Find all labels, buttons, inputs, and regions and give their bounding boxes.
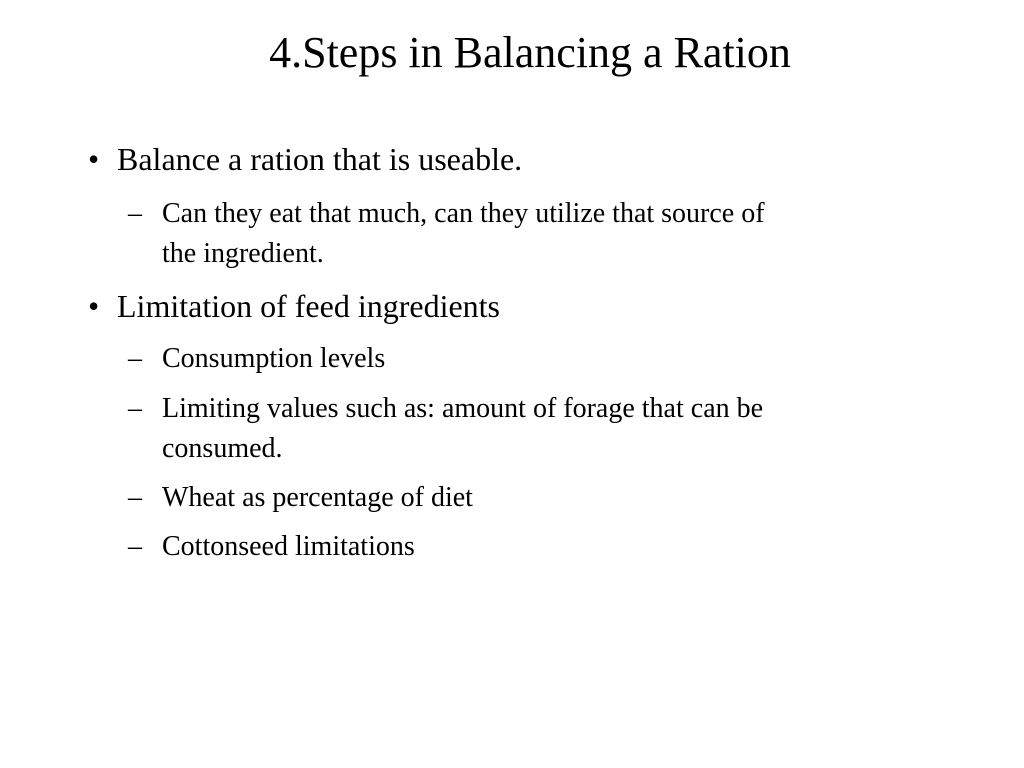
sub-bullet-text-line: the ingredient.	[162, 238, 324, 269]
dash-icon: –	[128, 482, 142, 513]
sub-bullet-text-line: consumed.	[162, 433, 283, 464]
bullet-dot-icon: •	[88, 141, 100, 177]
sub-bullet-text-line: Consumption levels	[162, 343, 386, 374]
bullet-text: Limitation of feed ingredients	[117, 288, 500, 324]
dash-icon: –	[128, 198, 142, 229]
sub-bullet-text-line: Limiting values such as: amount of forage that can be	[162, 393, 764, 424]
dash-icon: –	[128, 343, 142, 374]
sub-bullet-text-line: Cottonseed limitations	[162, 531, 415, 562]
dash-icon: –	[128, 393, 142, 424]
bullet-dot-icon: •	[88, 288, 100, 324]
slide-title: 4.Steps in Balancing a Ration	[269, 28, 791, 77]
sub-bullet-text-line: Wheat as percentage of diet	[162, 482, 473, 513]
dash-icon: –	[128, 531, 142, 562]
sub-bullet-text-line: Can they eat that much, can they utilize that source of	[162, 198, 765, 229]
bullet-text: Balance a ration that is useable.	[117, 141, 523, 177]
